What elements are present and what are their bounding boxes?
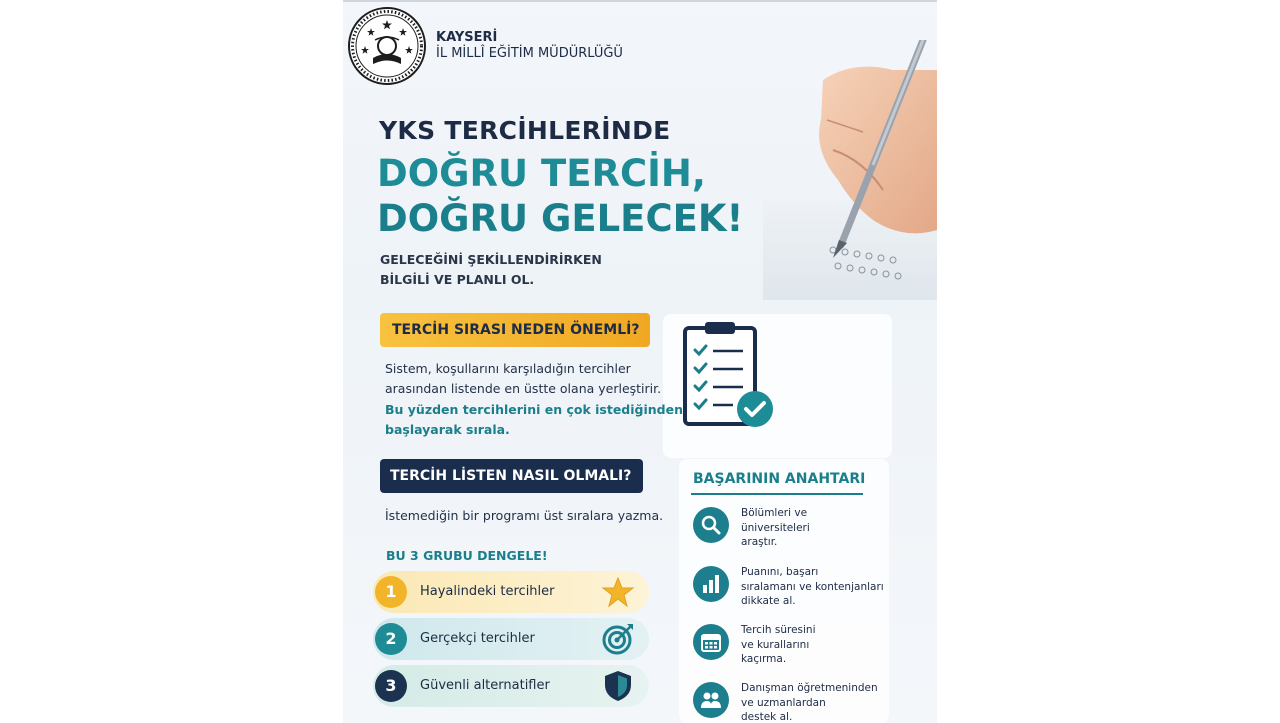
- bar-chart-icon-badge: [693, 566, 729, 602]
- group-number-1: 1: [375, 576, 407, 608]
- top-divider: [343, 0, 937, 2]
- section1-text-line1: Sistem, koşullarını karşıladığın tercihler: [385, 361, 631, 376]
- section2-heading-banner: [380, 459, 643, 493]
- search-icon: [700, 514, 722, 536]
- group-label-1: Hayalindeki tercihler: [420, 584, 555, 599]
- key-item-1-line3: araştır.: [741, 536, 778, 548]
- key-item-1-text: [741, 506, 810, 550]
- hero-subtitle-line1: GELECEĞİNİ ŞEKİLLENDİRİRKEN: [380, 252, 602, 267]
- hero-subtitle-line2: BİLGİLİ VE PLANLI OL.: [380, 272, 535, 287]
- key-item-1-line1: Bölümleri ve: [741, 507, 808, 519]
- group-row-3: [373, 665, 649, 707]
- calendar-icon: [700, 631, 722, 653]
- key-item-3-line3: kaçırma.: [741, 653, 787, 665]
- key-item-3-line1: Tercih süresini: [741, 624, 816, 636]
- section1-text-line4: başlayarak sırala.: [385, 422, 510, 437]
- users-icon-badge: [693, 682, 729, 718]
- poster: [343, 0, 937, 723]
- group-number-2: 2: [375, 623, 407, 655]
- group-row-1: [373, 571, 649, 613]
- section1-text-line3: Bu yüzden tercihlerini en çok istediğinden: [385, 402, 683, 417]
- group-row-2: [373, 618, 649, 660]
- key-item-2-line2: sıralamanı ve kontenjanları: [741, 580, 884, 593]
- section1-text-line2: arasından listende en üstte olana yerleştirir.: [385, 381, 662, 396]
- key-item-2-line3: dikkate al.: [741, 595, 796, 607]
- ministry-seal-logo: [347, 6, 427, 86]
- key-item-2-text: [741, 565, 884, 609]
- section2-heading: TERCİH LİSTEN NASIL OLMALI?: [390, 468, 632, 484]
- hero-title-line1: YKS TERCİHLERİNDE: [379, 116, 671, 145]
- bar-chart-icon: [700, 573, 722, 595]
- key-item-4-line2: ve uzmanlardan: [741, 696, 826, 709]
- group-label-3: Güvenli alternatifler: [420, 678, 550, 693]
- group-number-3: 3: [375, 670, 407, 702]
- key-item-3-text: [741, 623, 816, 667]
- target-icon: [601, 622, 635, 656]
- key-item-3-line2: ve kurallarını: [741, 638, 810, 651]
- star-icon: [601, 575, 635, 609]
- key-item-1-line2: üniversiteleri: [741, 521, 810, 534]
- group-title: BU 3 GRUBU DENGELE!: [386, 548, 548, 563]
- keys-heading-underline: [691, 493, 863, 495]
- key-item-4-text: [741, 681, 878, 723]
- keys-heading: BAŞARININ ANAHTARI: [693, 471, 866, 487]
- users-icon: [700, 689, 722, 711]
- hand-writing-illustration: [763, 40, 937, 300]
- group-label-2: Gerçekçi tercihler: [420, 631, 535, 646]
- hero-title-line3: DOĞRU GELECEK!: [377, 197, 744, 240]
- calendar-icon-badge: [693, 624, 729, 660]
- hero-title-line2: DOĞRU TERCİH,: [377, 152, 706, 195]
- org-name-line2: İL MİLLÎ EĞİTİM MÜDÜRLÜĞÜ: [436, 46, 623, 61]
- shield-icon: [601, 669, 635, 703]
- clipboard-checklist-icon: [681, 320, 777, 430]
- key-item-4-line1: Danışman öğretmeninden: [741, 682, 878, 694]
- key-item-2-line1: Puanını, başarı: [741, 566, 819, 578]
- key-item-4-line3: destek al.: [741, 711, 793, 723]
- section1-heading: TERCİH SIRASI NEDEN ÖNEMLİ?: [392, 322, 640, 338]
- section2-note: İstemediğin bir programı üst sıralara yazma.: [385, 508, 664, 523]
- search-icon-badge: [693, 507, 729, 543]
- section1-heading-banner: [380, 313, 650, 347]
- org-name-line1: KAYSERİ: [436, 30, 498, 45]
